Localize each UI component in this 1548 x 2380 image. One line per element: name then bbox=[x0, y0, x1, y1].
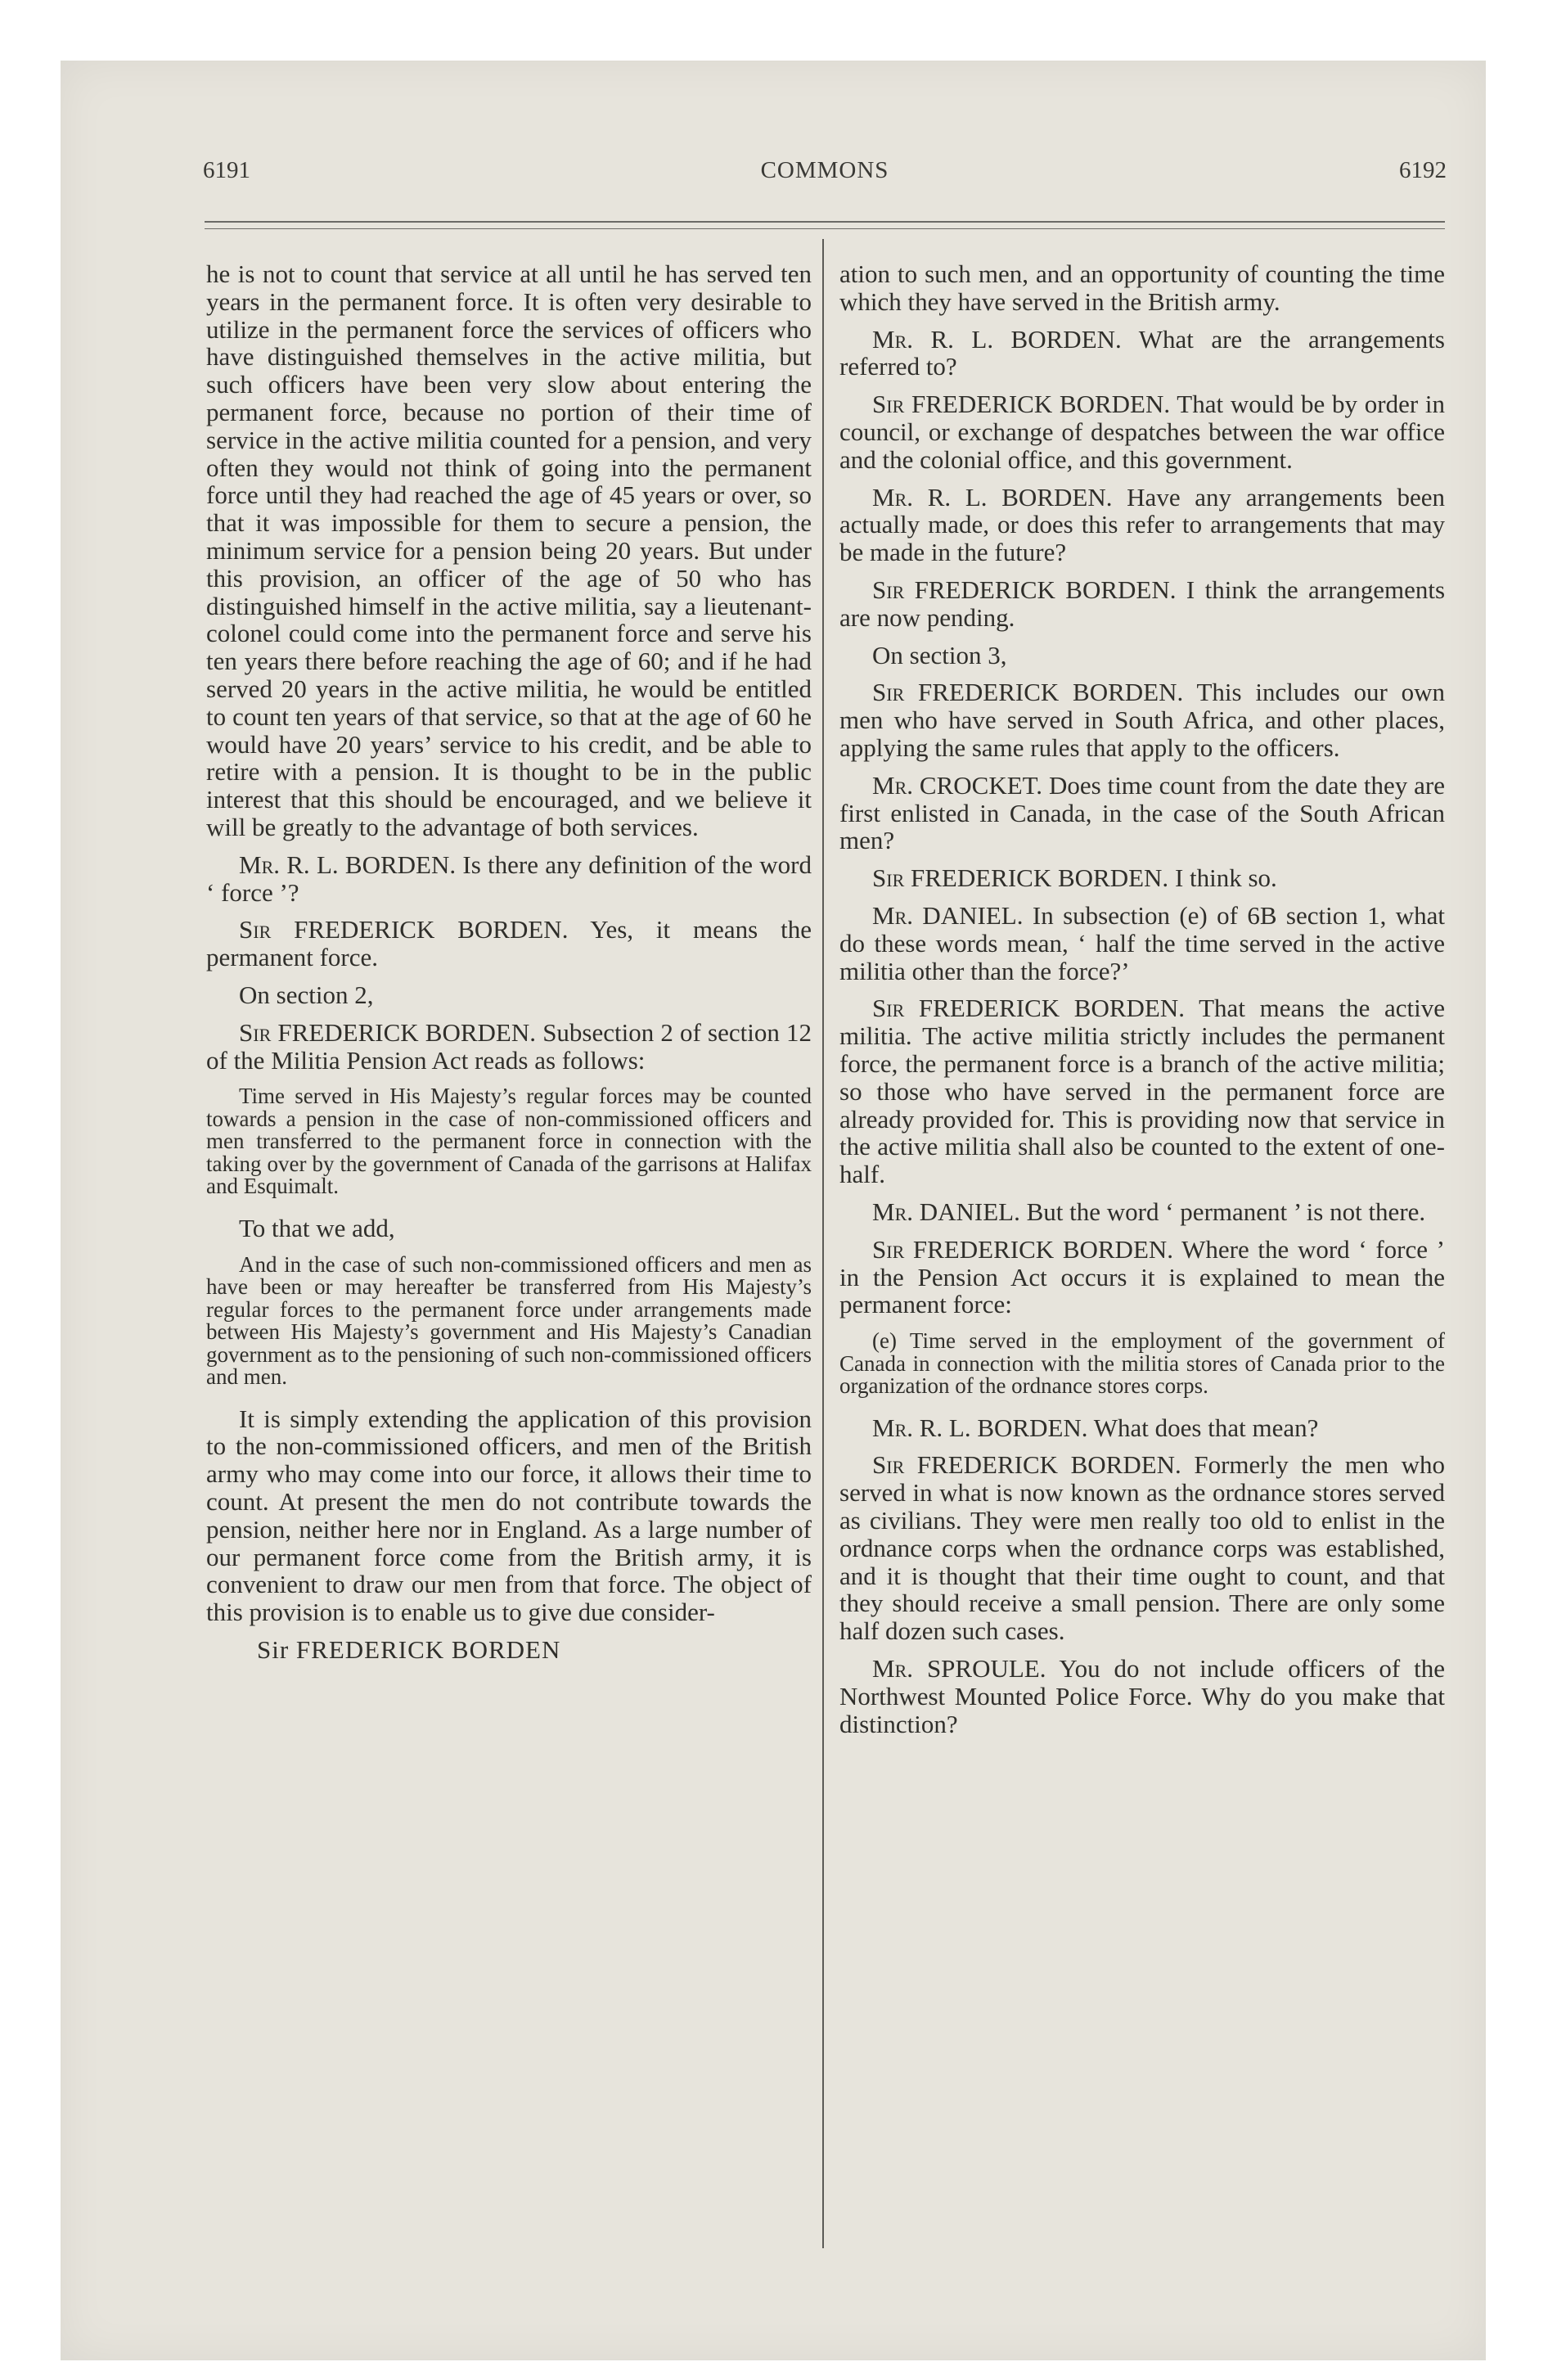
paragraph: he is not to count that service at all until he has served ten years in the permanent force. It is often very desirable to utilize in the permanent force the services of officers who have distinguished themselves in the active militia, but such officers have been very slow about entering the permanent force, because no portion of their time of service in the active militia counted for a pension, and very often they would not think of going into the permanent force until they had reached the age of 45 years or over, so that it was impossible for them to secure a pension, the minimum service for a pension being 20 years. But under this provision, an officer of the age of 50 who has distinguished himself in the active militia, say a lieutenant-colonel could come into the permanent force and serve his ten years there before reaching the age of 60; and if he had served 20 years in the active militia, he would be entitled to count ten years of that service, so that at the age of 60 he would have 20 years’ service to his credit, and be able to retire with a pension. It is thought to be in the public interest that this should be encouraged, and we believe it will be greatly to the advantage of both services. bbox=[206, 259, 812, 841]
speaker-name: Sir FREDERICK BORDEN. bbox=[872, 1234, 1174, 1264]
speech-text: What does that mean? bbox=[1093, 1413, 1319, 1442]
speech-text: Is there any definition of the word ‘ force ’? bbox=[206, 850, 812, 907]
footer-speaker: Sir FREDERICK BORDEN bbox=[257, 1634, 561, 1664]
speaker-name: Mr. DANIEL. bbox=[872, 900, 1024, 930]
speaker-name: Mr. SPROULE. bbox=[872, 1653, 1046, 1683]
speech bbox=[839, 390, 1445, 473]
speech-text: I think the arrangements are now pending. bbox=[839, 575, 1446, 632]
speech bbox=[839, 1236, 1445, 1318]
right-column bbox=[839, 260, 1445, 1747]
speech-text: That would be by order in council, or exchange of despatches between the war office and the colonial office, and this government. bbox=[839, 390, 1445, 474]
speech bbox=[839, 1414, 1445, 1442]
speaker-name: Sir FREDERICK BORDEN. bbox=[872, 678, 1184, 707]
speaker-name: Sir FREDERICK BORDEN. bbox=[872, 575, 1177, 604]
speech bbox=[839, 326, 1445, 381]
speech bbox=[839, 772, 1445, 854]
speaker-name: Sir FREDERICK BORDEN. bbox=[239, 1017, 537, 1047]
speaker-name: Sir FREDERICK BORDEN. bbox=[239, 915, 569, 944]
quoted-text: And in the case of such non-commissioned officers and men as have been or may hereafter be transferred from His Majesty’s regular forces to the permanent force under arrangements made between His Majesty’s government and His Majesty’s Canadian government as to the pensioning of such non-commissioned officers and men. bbox=[206, 1251, 812, 1390]
speech-text: But the word ‘ permanent ’ is not there. bbox=[1026, 1197, 1426, 1226]
speech-text: Where the word ‘ force ’ in the Pension Act occurs it is explained to mean the permanent force: bbox=[839, 1234, 1446, 1319]
header-rule bbox=[205, 221, 1445, 223]
speech-text: That means the active militia. The active militia strictly includes the permanent force, the permanent force is a branch of the active militia; so those who have served in the permanent force are already provided for. This is providing now that service in the active militia shall also be counted to the extent of one-half. bbox=[839, 994, 1445, 1189]
page-header bbox=[203, 157, 1447, 190]
page-title: COMMONS bbox=[760, 157, 889, 183]
speech-text: You do not include officers of the Northwest Mounted Police Force. Why do you make that distinction? bbox=[839, 1653, 1445, 1738]
speaker-name: Mr. CROCKET. bbox=[872, 770, 1043, 800]
speech bbox=[839, 1198, 1445, 1226]
speaker-name: Sir FREDERICK BORDEN. bbox=[872, 994, 1186, 1023]
speech-text: Yes, it means the permanent force. bbox=[206, 915, 812, 972]
speech-text: Formerly the men who served in what is now known as the ordnance stores served as civilians. They were men really too old to enlist in the ordnance corps when the ordnance corps was established, and it is thought that their time ought to count, and that they should receive a small pension. There are only some half dozen such cases. bbox=[839, 1450, 1446, 1646]
page-number-right: 6192 bbox=[1399, 157, 1447, 183]
speech bbox=[206, 851, 812, 907]
speaker-name: Mr. R. L. BORDEN. bbox=[239, 850, 457, 879]
speech-text: Have any arrangements been actually made, or does this refer to arrangements that may be made in the future? bbox=[839, 482, 1445, 567]
speech-text: In subsection (e) of 6B section 1, what do these words mean, ‘ half the time served in the active militia other than the force?’ bbox=[839, 900, 1445, 985]
speech-text: What are the arrangements referred to? bbox=[839, 324, 1445, 381]
paragraph: It is simply extending the application of this provision to the non-commissioned officers, and men of the British army who may come into our force, it allows their time to count. At present the men do not contribute towards the pension, neither here nor in England. As a large number of our permanent force come from the British army, it is convenient to draw our men from that force. The object of this provision is to enable us to give due consider- bbox=[206, 1404, 812, 1627]
section-note: On section 2, bbox=[239, 980, 374, 1009]
quoted-text: Time served in His Majesty’s regular forces may be counted towards a pension in the case of non-commissioned officers and men transferred to the permanent force in connection with the taking over by the government of Canada of the garrisons at Halifax and Esquimalt. bbox=[206, 1084, 812, 1199]
speech bbox=[206, 1019, 812, 1075]
speaker-name: Mr. R. L. BORDEN. bbox=[872, 324, 1122, 354]
speech-text: I think so. bbox=[1174, 863, 1277, 893]
speech bbox=[206, 916, 812, 971]
speech bbox=[839, 864, 1445, 892]
paragraph: ation to such men, and an opportunity of counting the time which they have served in the British army. bbox=[839, 259, 1445, 316]
speaker-name: Mr. R. L. BORDEN. bbox=[872, 482, 1113, 512]
paragraph: To that we add, bbox=[239, 1213, 395, 1242]
speaker-name: Mr. DANIEL. bbox=[872, 1197, 1020, 1226]
speech bbox=[839, 902, 1445, 985]
speech-text: Subsection 2 of section 12 of the Militia Pension Act reads as follows: bbox=[206, 1017, 812, 1075]
speech bbox=[839, 1655, 1445, 1738]
quoted-text: (e) Time served in the employment of the government of Canada in connection with the militia stores of Canada prior to the organization of the ordnance stores corps. bbox=[839, 1328, 1445, 1399]
speaker-name: Sir FREDERICK BORDEN. bbox=[872, 390, 1171, 419]
speech-text: Does time count from the date they are first enlisted in Canada, in the case of the South African men? bbox=[839, 770, 1445, 855]
page-number-left: 6191 bbox=[203, 157, 250, 183]
speech bbox=[839, 576, 1445, 632]
section-note: On section 3, bbox=[872, 640, 1007, 669]
speaker-name: Sir FREDERICK BORDEN. bbox=[872, 863, 1169, 893]
column-divider bbox=[822, 239, 824, 2248]
speaker-name: Sir FREDERICK BORDEN. bbox=[872, 1450, 1181, 1480]
speech bbox=[839, 484, 1445, 566]
left-column bbox=[206, 260, 812, 1674]
header-rule-thin bbox=[205, 228, 1445, 229]
speech bbox=[839, 994, 1445, 1188]
speech bbox=[839, 1451, 1445, 1645]
speech bbox=[839, 678, 1445, 761]
speaker-name: Mr. R. L. BORDEN. bbox=[872, 1413, 1088, 1442]
speech-text: This includes our own men who have served in South Africa, and other places, applying the same rules that apply to the officers. bbox=[839, 678, 1445, 762]
